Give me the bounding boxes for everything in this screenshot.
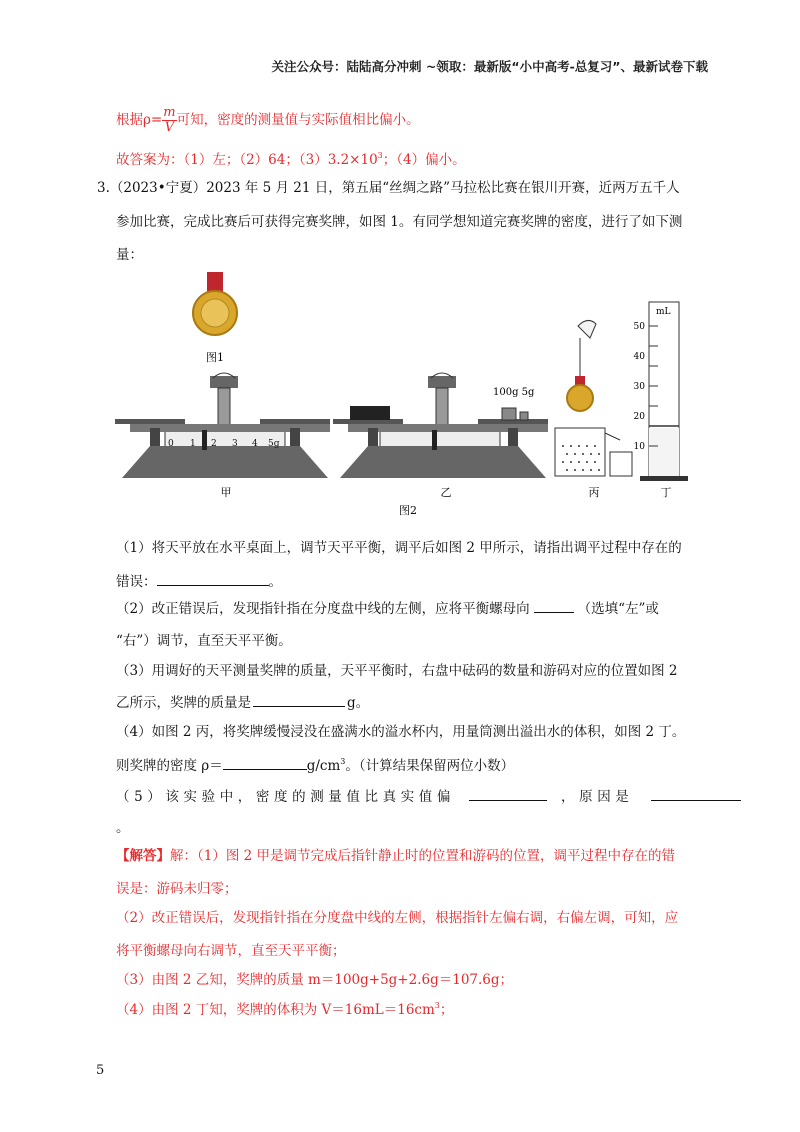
q3-line-3: 量： [116,247,143,263]
part5-reason-prompt: ，原因是 [561,789,634,805]
part5-line-a [116,787,741,807]
answer-tail: ；（4）偏小。 [382,152,466,168]
part3-answer-blank[interactable] [253,694,345,707]
part4-answer-blank[interactable] [223,757,307,770]
fraction-denominator: V [164,120,175,135]
density-conclusion [116,106,420,135]
part3-line-b [116,693,369,713]
answer-exponent: 3 [377,151,383,160]
solution-4-exponent: 3 [434,1001,440,1010]
solution-line-6 [116,1000,453,1020]
density-post-text: 可知，密度的测量值与实际值相比偏小。 [176,112,420,128]
solution-line-1 [116,846,675,866]
fig1-caption: 图1 [206,351,224,364]
fraction-numerator: m [163,105,176,120]
part5-answer-blank-1[interactable] [469,788,547,801]
fig2-caption: 图2 [399,504,417,517]
part5-prompt: （5）该实验中，密度的测量值比真实值偏 [116,789,455,805]
part5-line-b: 。 [116,820,130,836]
previous-answer [116,150,466,170]
solution-line-2: 误是：游码未归零； [116,881,238,897]
scale-tick-3: 3 [232,439,238,449]
solution-1a: 解：（1）图 2 甲是调节完成后指针静止时的位置和游码的位置，调平过程中存在的错 [170,848,676,864]
part3-unit: g。 [347,695,370,711]
solution-line-4: 将平衡螺母向右调节，直至天平平衡； [116,943,346,959]
experiment-figure [110,268,700,518]
scale-tick-4: 4 [252,439,258,449]
weights-label: 100g 5g [493,387,535,398]
panel-label-yi: 乙 [440,486,452,499]
overflow-cup-icon [555,320,632,476]
panel-label-jia: 甲 [220,486,232,499]
page-number: 5 [96,1063,105,1078]
part2-line-b: “右”）调节，直至天平平衡。 [116,633,292,649]
balance-jia-icon [115,373,330,478]
solution-4-tail: ； [439,1002,454,1018]
part4-line-b [116,756,514,776]
part1-line-a: （1）将天平放在水平桌面上，调节天平平衡，调平后如图 2 甲所示，请指出调平过程中存在的 [116,540,682,556]
part1-period: 。 [268,574,282,590]
part4-line-a: （4）如图 2 丙，将奖牌缓慢浸没在盛满水的溢水杯内，用量筒测出溢出水的体积，如图 2 丁。 [116,724,686,740]
part4-unit: g/cm [306,758,341,774]
scale-tick-5: 5g [268,439,280,449]
density-fraction [162,106,176,135]
page-header: 关注公众号：陆陆高分冲刺 ~领取：最新版“小中高考-总复习”、最新试卷下载 [271,59,708,74]
cylinder-tick-30: 30 [633,382,645,392]
panel-label-bing: 丙 [588,486,600,499]
graduated-cylinder-icon [640,302,688,481]
q3-line-2: 参加比赛，完成比赛后可获得完赛奖牌，如图 1。有同学想知道完赛奖牌的密度，进行了如下测 [116,214,683,230]
answer-text: 故答案为：（1）左；（2）64；（3）3.2×10 [116,152,378,168]
panel-label-ding: 丁 [660,486,672,499]
density-pre-text: 根据ρ= [116,112,163,128]
cylinder-tick-40: 40 [633,352,645,362]
solution-tag: 【解答】 [116,848,170,864]
solution-line-5: （3）由图 2 乙知，奖牌的质量 m＝100g+5g+2.6g＝107.6g； [116,972,514,988]
solution-4: （4）由图 2 丁知，奖牌的体积为 V＝16mL＝16cm [116,1002,435,1018]
part5-answer-blank-2[interactable] [651,788,741,801]
cylinder-tick-10: 10 [633,442,645,452]
part1-answer-blank[interactable] [157,573,269,586]
part1-prompt: 错误： [116,574,157,590]
cylinder-unit: mL [656,307,671,317]
part4-unit-exponent: 3 [340,757,346,766]
part1-line-b [116,572,282,592]
part4-prompt: 则奖牌的密度 ρ＝ [116,758,223,774]
part3-prompt: 乙所示，奖牌的质量是 [116,695,251,711]
part2-prompt: （2）改正错误后，发现指针指在分度盘中线的左侧，应将平衡螺母向 [116,601,530,617]
scale-tick-2: 2 [211,439,217,449]
part2-options: （选填“左”或 [577,601,659,617]
part4-note: 。（计算结果保留两位小数） [345,758,515,774]
part2-answer-blank[interactable] [534,600,574,613]
scale-tick-1: 1 [190,439,196,449]
part2-line-a [116,599,659,619]
medal-icon [193,272,237,335]
cylinder-tick-20: 20 [633,412,645,422]
scale-tick-0: 0 [168,439,174,449]
cylinder-tick-50: 50 [633,322,645,332]
part3-line-a: （3）用调好的天平测量奖牌的质量，天平平衡时，右盘中砝码的数量和游码对应的位置如图 2 [116,663,678,679]
solution-line-3: （2）改正错误后，发现指针指在分度盘中线的左侧，根据指针左偏右调，右偏左调，可知，应 [116,910,679,926]
q3-line-1: 3.（2023•宁夏）2023 年 5 月 21 日，第五届“丝绸之路”马拉松比赛在银川开赛，近两万五千人 [97,180,680,196]
